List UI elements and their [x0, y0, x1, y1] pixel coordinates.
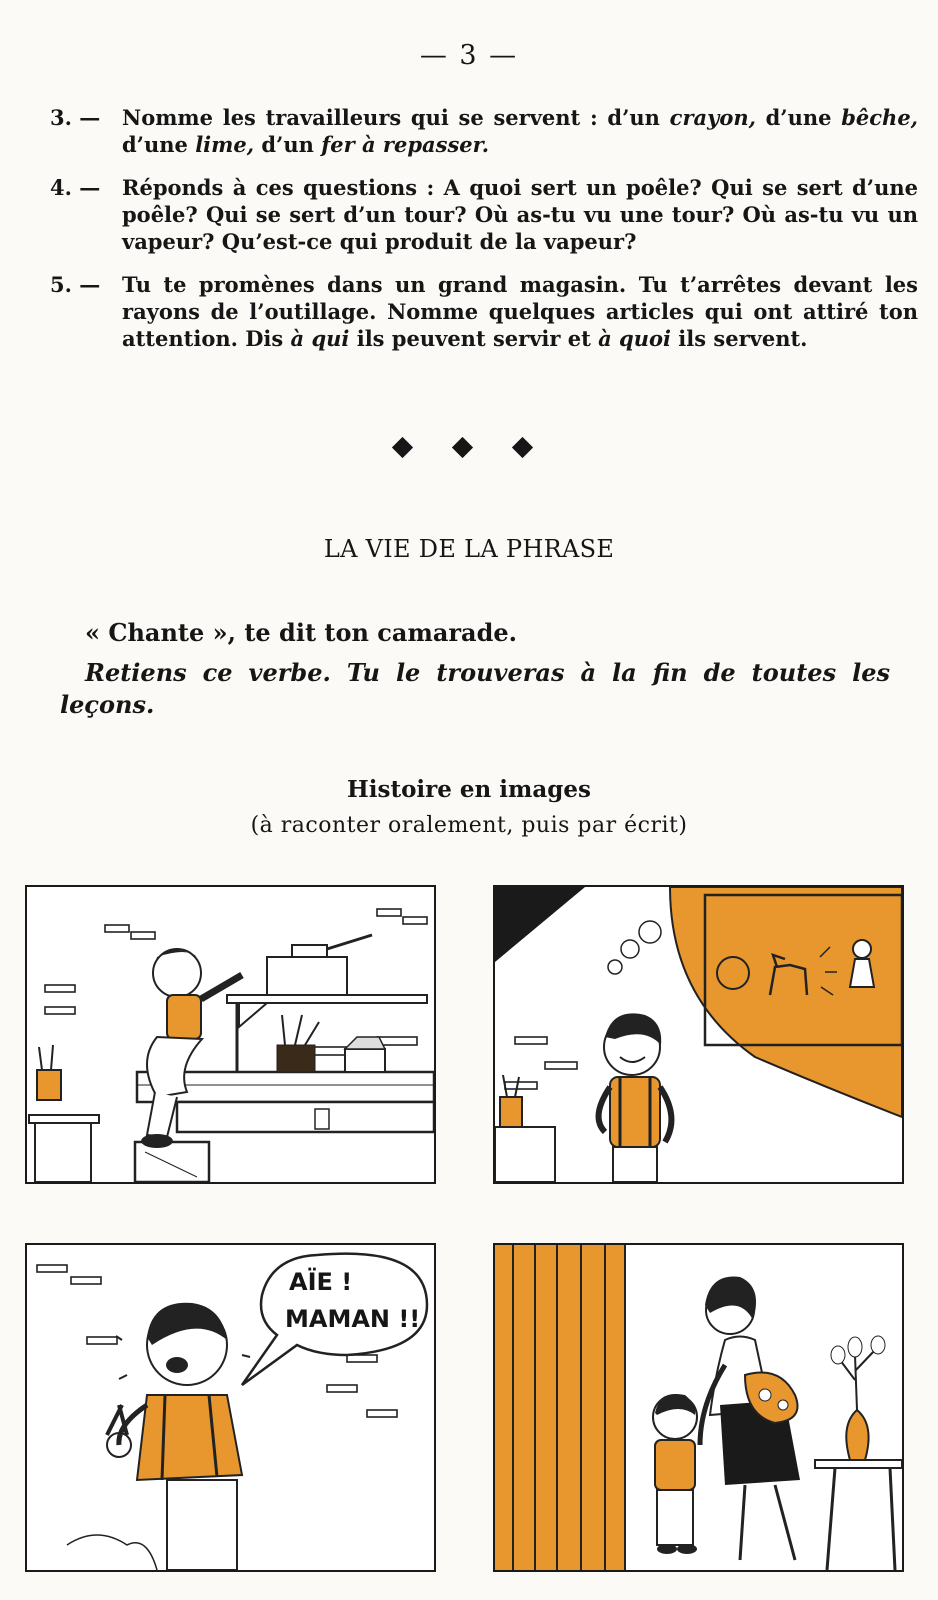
- separator-diamond: [392, 437, 413, 458]
- exercise-text-run: Réponds à ces questions : A quoi sert un poêle? Qui se sert d’une poêle? Qui se sert d’un tour? Où as-tu vu une tour? Où as-tu vu un vapeur? Qu’est-ce qui produit de la vapeur?: [122, 175, 918, 254]
- story-subtitle: (à raconter oralement, puis par écrit): [250, 813, 688, 838]
- speech-text-line-1: AÏE !: [289, 1268, 353, 1296]
- exercise-text-run: ils peuvent servir et: [349, 326, 599, 351]
- separator-diamond: [512, 437, 533, 458]
- exercise-text-run: Nomme les travailleurs qui se servent : d’un: [122, 105, 670, 130]
- boy-climbing-illustration: [27, 887, 434, 1182]
- exercise-text-run: Tu te promènes dans un grand magasin. Tu t’arrêtes devant les rayons de l’outillage. Nomme quelques articles qui ont attiré ton attention. Dis: [122, 272, 918, 351]
- instruction-text: Retiens ce verbe. Tu le trouveras à la fin de toutes les leçons.: [60, 658, 890, 719]
- exercise-text: [122, 271, 918, 352]
- mother-and-boy-illustration: [495, 1245, 902, 1570]
- exercise-number: 4. —: [50, 175, 101, 200]
- comic-panel-3: [25, 1243, 436, 1572]
- comic-panel-4: [493, 1243, 904, 1572]
- exercise-text-run: ils servent.: [671, 326, 808, 351]
- boy-dreaming-illustration: [495, 887, 902, 1182]
- exercise-5: [50, 271, 918, 352]
- exercise-text: [122, 174, 918, 255]
- exercise-text: [122, 104, 918, 158]
- comic-panel-2: [493, 885, 904, 1184]
- emphasized-word: crayon,: [669, 105, 756, 130]
- section-title: LA VIE DE LA PHRASE: [323, 535, 615, 563]
- quote-text: « Chante », te dit ton camarade.: [85, 618, 517, 647]
- emphasized-word: fer à repasser.: [321, 132, 490, 157]
- exercise-text-run: d’une: [755, 105, 842, 130]
- page-number: — 3 —: [419, 40, 519, 71]
- emphasized-word: à qui: [290, 326, 350, 351]
- exercise-number: 3. —: [50, 105, 101, 130]
- exercise-3: [50, 104, 918, 158]
- emphasized-word: bêche,: [841, 105, 918, 130]
- boy-crying-illustration: [27, 1245, 434, 1570]
- emphasized-word: à quoi: [598, 326, 671, 351]
- speech-text-line-2: MAMAN !!: [285, 1305, 421, 1333]
- comic-panel-1: [25, 885, 436, 1184]
- exercise-4: [50, 174, 918, 255]
- story-title: Histoire en images: [347, 776, 591, 803]
- exercise-number: 5. —: [50, 272, 101, 297]
- exercise-text-run: d’un: [254, 132, 322, 157]
- emphasized-word: lime,: [195, 132, 255, 157]
- separator-diamond: [452, 437, 473, 458]
- exercise-text-run: d’une: [122, 132, 196, 157]
